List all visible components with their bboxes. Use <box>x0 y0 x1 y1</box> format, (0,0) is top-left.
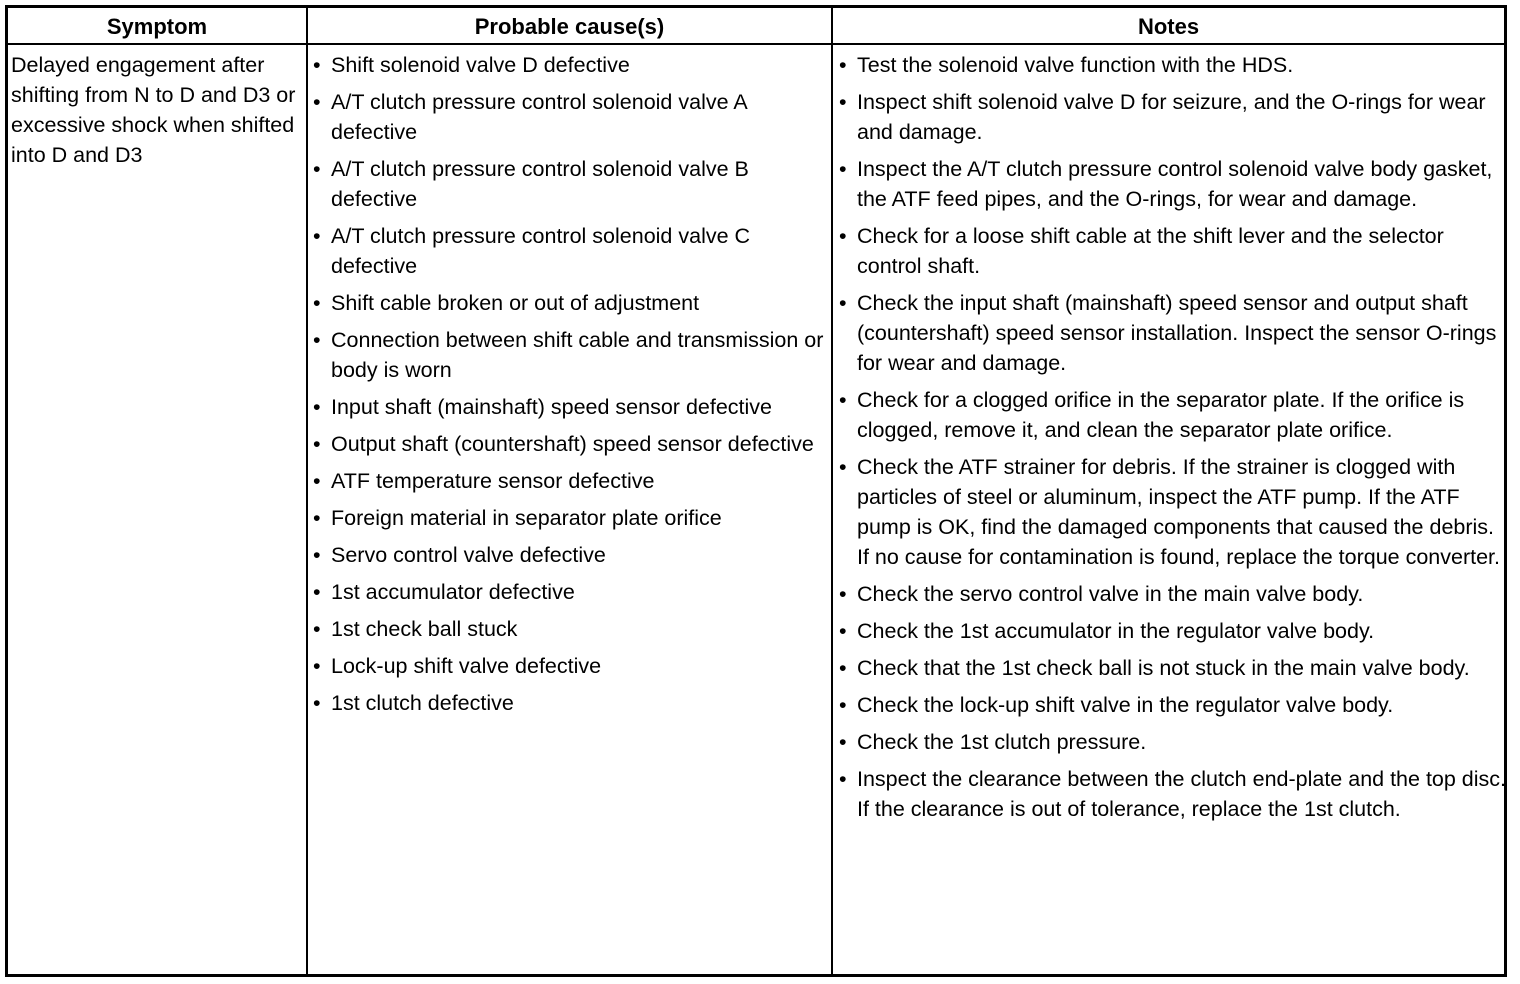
cause-item-text: 1st check ball stuck <box>331 617 518 641</box>
cause-item <box>311 50 827 80</box>
column-divider-1 <box>306 8 308 974</box>
note-item <box>837 616 1507 646</box>
note-item <box>837 690 1507 720</box>
cause-item <box>311 221 827 281</box>
cause-item <box>311 614 827 644</box>
note-item-text: Check for a clogged orifice in the separator plate. If the orifice is clogged, remove it, and clean the separator plate orifice. <box>857 388 1465 442</box>
bullet-icon: • <box>313 691 321 715</box>
cause-item-text: Input shaft (mainshaft) speed sensor defective <box>331 395 772 419</box>
bullet-icon: • <box>839 455 847 479</box>
note-item <box>837 50 1507 80</box>
bullet-icon: • <box>839 53 847 77</box>
causes-list <box>311 50 827 725</box>
cause-item <box>311 503 827 533</box>
symptom-cell: Delayed engagement after shifting from N to D and D3 or excessive shock when shifted into D and D3 <box>11 53 296 167</box>
note-item <box>837 579 1507 609</box>
cause-item-text: Foreign material in separator plate orifice <box>331 506 722 530</box>
bullet-icon: • <box>839 90 847 114</box>
note-item <box>837 653 1507 683</box>
note-item-text: Check the servo control valve in the main valve body. <box>857 582 1364 606</box>
bullet-icon: • <box>839 767 847 791</box>
bullet-icon: • <box>839 291 847 315</box>
note-item <box>837 288 1507 378</box>
bullet-icon: • <box>839 157 847 181</box>
header-symptom: Symptom <box>106 14 208 39</box>
header-notes: Notes <box>1137 14 1200 39</box>
cause-item <box>311 392 827 422</box>
note-item-text: Inspect shift solenoid valve D for seizure, and the O-rings for wear and damage. <box>857 90 1486 144</box>
cause-item-text: 1st accumulator defective <box>331 580 575 604</box>
troubleshooting-table <box>5 5 1507 977</box>
note-item-text: Inspect the A/T clutch pressure control solenoid valve body gasket, the ATF feed pipes, and the O-rings, for wear and damage. <box>857 157 1493 211</box>
bullet-icon: • <box>313 157 321 181</box>
note-item-text: Inspect the clearance between the clutch end-plate and the top disc. If the clearance is out of tolerance, replace the 1st clutch. <box>857 767 1507 821</box>
cause-item <box>311 325 827 385</box>
cause-item <box>311 466 827 496</box>
bullet-icon: • <box>313 395 321 419</box>
note-item <box>837 727 1507 757</box>
notes-list <box>837 50 1507 831</box>
note-item-text: Check the 1st accumulator in the regulator valve body. <box>857 619 1375 643</box>
bullet-icon: • <box>313 506 321 530</box>
cause-item <box>311 87 827 147</box>
note-item <box>837 385 1507 445</box>
bullet-icon: • <box>313 617 321 641</box>
note-item-text: Check for a loose shift cable at the shift lever and the selector control shaft. <box>857 224 1444 278</box>
note-item <box>837 87 1507 147</box>
cause-item <box>311 651 827 681</box>
bullet-icon: • <box>313 543 321 567</box>
note-item-text: Check the ATF strainer for debris. If the strainer is clogged with particles of steel or aluminum, inspect the ATF pump. If the ATF pump is OK, find the damaged components that caused the debris. If no cause for contamination is found, replace the torque converter. <box>857 455 1500 569</box>
note-item-text: Check the input shaft (mainshaft) speed sensor and output shaft (countershaft) speed sensor installation. Inspect the sensor O-rings for wear and damage. <box>857 291 1497 375</box>
cause-item <box>311 429 827 459</box>
bullet-icon: • <box>313 53 321 77</box>
bullet-icon: • <box>313 224 321 248</box>
bullet-icon: • <box>313 291 321 315</box>
bullet-icon: • <box>839 656 847 680</box>
bullet-icon: • <box>313 328 321 352</box>
bullet-icon: • <box>313 580 321 604</box>
cause-item-text: 1st clutch defective <box>331 691 514 715</box>
note-item-text: Check the 1st clutch pressure. <box>857 730 1147 754</box>
bullet-icon: • <box>313 654 321 678</box>
cause-item <box>311 577 827 607</box>
bullet-icon: • <box>839 224 847 248</box>
cause-item-text: Servo control valve defective <box>331 543 606 567</box>
cause-item <box>311 688 827 718</box>
column-divider-2 <box>831 8 833 974</box>
cause-item-text: Lock-up shift valve defective <box>331 654 602 678</box>
note-item <box>837 452 1507 572</box>
bullet-icon: • <box>839 388 847 412</box>
header-probable-causes: Probable cause(s) <box>474 14 665 39</box>
bullet-icon: • <box>839 693 847 717</box>
bullet-icon: • <box>313 432 321 456</box>
cause-item <box>311 154 827 214</box>
note-item <box>837 154 1507 214</box>
cause-item-text: Shift cable broken or out of adjustment <box>331 291 700 315</box>
cause-item-text: ATF temperature sensor defective <box>331 469 655 493</box>
bullet-icon: • <box>839 730 847 754</box>
cause-item-text: Shift solenoid valve D defective <box>331 53 630 77</box>
bullet-icon: • <box>313 469 321 493</box>
header-divider <box>8 43 1504 45</box>
cause-item <box>311 288 827 318</box>
cause-item-text: Output shaft (countershaft) speed sensor defective <box>331 432 814 456</box>
bullet-icon: • <box>839 582 847 606</box>
note-item-text: Check that the 1st check ball is not stuck in the main valve body. <box>857 656 1470 680</box>
cause-item-text: A/T clutch pressure control solenoid valve B defective <box>331 157 749 211</box>
note-item-text: Check the lock-up shift valve in the regulator valve body. <box>857 693 1394 717</box>
cause-item <box>311 540 827 570</box>
note-item <box>837 221 1507 281</box>
bullet-icon: • <box>313 90 321 114</box>
cause-item-text: Connection between shift cable and transmission or body is worn <box>331 328 824 382</box>
note-item-text: Test the solenoid valve function with the HDS. <box>857 53 1294 77</box>
cause-item-text: A/T clutch pressure control solenoid valve A defective <box>331 90 747 144</box>
bullet-icon: • <box>839 619 847 643</box>
cause-item-text: A/T clutch pressure control solenoid valve C defective <box>331 224 751 278</box>
note-item <box>837 764 1507 824</box>
